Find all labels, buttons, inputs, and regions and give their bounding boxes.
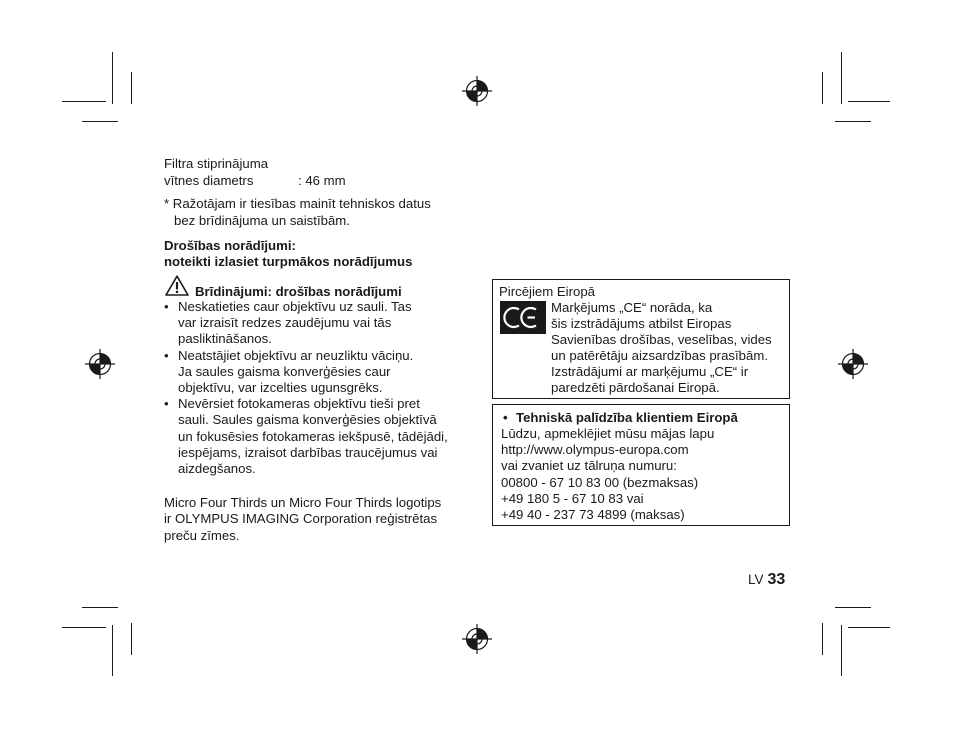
europe-box-text: un patērētāju aizsardzības prasībām. bbox=[551, 348, 768, 363]
list-item bbox=[164, 396, 464, 477]
warning-triangle-icon bbox=[165, 275, 189, 296]
crop-mark bbox=[131, 623, 132, 655]
spec-note: * Ražotājam ir tiesības mainīt tehniskos datus bbox=[164, 196, 431, 211]
crop-mark bbox=[822, 623, 823, 655]
filter-label: Filtra stiprinājuma bbox=[164, 156, 269, 171]
crop-mark bbox=[112, 625, 113, 676]
europe-box-title: Pircējiem Eiropā bbox=[499, 284, 596, 299]
europe-box-text: šis izstrādājums atbilst Eiropas bbox=[551, 316, 732, 331]
europe-box-text: Savienības drošības, veselības, vides bbox=[551, 332, 772, 347]
bullet: • bbox=[164, 347, 169, 363]
list-item-text: Ja saules gaisma konverģēsies caur bbox=[178, 363, 391, 379]
support-phone: +49 40 - 237 73 4899 (maksas) bbox=[501, 507, 685, 522]
support-phone: +49 180 5 - 67 10 83 vai bbox=[501, 491, 644, 506]
filter-value: : 46 mm bbox=[298, 173, 346, 188]
trademark-text: ir OLYMPUS IMAGING Corporation reģistrētas bbox=[164, 511, 438, 526]
crop-mark bbox=[841, 52, 842, 104]
list-item-text: un fokusēsies fotokameras iekšpusē, tādējādi, bbox=[178, 428, 448, 444]
bullet: • bbox=[164, 396, 169, 412]
crop-mark bbox=[835, 607, 871, 608]
list-item-text: Neskatieties caur objektīvu uz sauli. Tas bbox=[178, 299, 412, 314]
crop-mark bbox=[835, 121, 871, 122]
support-box-bullet: • bbox=[503, 410, 508, 425]
support-box-title: Tehniskā palīdzība klientiem Eiropā bbox=[516, 410, 738, 425]
registration-mark-icon bbox=[85, 349, 115, 379]
crop-mark bbox=[82, 121, 118, 122]
crop-mark bbox=[82, 607, 118, 608]
support-box-text: Lūdzu, apmeklējiet mūsu mājas lapu bbox=[501, 426, 715, 441]
registration-mark-icon bbox=[462, 76, 492, 106]
support-website-link[interactable]: http://www.olympus-europa.com bbox=[501, 442, 689, 457]
list-item-text: pasliktināšanos. bbox=[178, 331, 272, 347]
ce-mark-icon bbox=[500, 301, 546, 334]
crop-mark bbox=[112, 52, 113, 104]
list-item bbox=[164, 348, 464, 397]
page-footer bbox=[748, 572, 785, 588]
spec-note: bez brīdinājuma un saistībām. bbox=[174, 213, 350, 228]
registration-mark-icon bbox=[838, 349, 868, 379]
crop-mark bbox=[848, 101, 890, 102]
list-item-text: Neatstājiet objektīvu ar neuzliktu vāciņu. bbox=[178, 347, 414, 363]
trademark-text: Micro Four Thirds un Micro Four Thirds logotips bbox=[164, 495, 442, 510]
list-item bbox=[164, 299, 464, 348]
europe-box-text: paredzēti pārdošanai Eiropā. bbox=[551, 380, 720, 395]
support-phone: 00800 - 67 10 83 00 (bezmaksas) bbox=[501, 475, 699, 490]
crop-mark bbox=[848, 627, 890, 628]
list-item-text: objektīvu, var izcelties ugunsgrēks. bbox=[178, 380, 383, 396]
warning-title: Brīdinājumi: drošības norādījumi bbox=[195, 284, 402, 299]
crop-mark bbox=[131, 72, 132, 104]
registration-mark-icon bbox=[462, 624, 492, 654]
page-number: 33 bbox=[767, 571, 786, 588]
filter-label: vītnes diametrs bbox=[164, 173, 254, 188]
trademark-text: preču zīmes. bbox=[164, 528, 240, 543]
ce-mark-logo bbox=[500, 301, 546, 334]
list-item-text: aizdegšanos. bbox=[178, 461, 256, 477]
bullet: • bbox=[164, 299, 169, 314]
crop-mark bbox=[62, 627, 106, 628]
list-item-text: iespējams, izraisot darbības traucējumus vai bbox=[178, 444, 438, 460]
safety-heading: Drošības norādījumi: bbox=[164, 238, 296, 253]
crop-mark bbox=[841, 625, 842, 676]
language-code: LV bbox=[748, 572, 764, 587]
safety-heading: noteikti izlasiet turpmākos norādījumus bbox=[164, 254, 413, 269]
europe-box-text: Izstrādājumi ar marķējumu „CE“ ir bbox=[551, 364, 749, 379]
crop-mark bbox=[822, 72, 823, 104]
warning-list bbox=[164, 299, 464, 477]
list-item-text: Nevērsiet fotokameras objektīvu tieši pret bbox=[178, 396, 420, 412]
support-box-text: vai zvaniet uz tālruņa numuru: bbox=[501, 458, 677, 473]
list-item-text: sauli. Saules gaisma konverģēsies objektīvā bbox=[178, 412, 437, 428]
crop-mark bbox=[62, 101, 106, 102]
europe-box-text: Marķējums „CE“ norāda, ka bbox=[551, 300, 713, 315]
list-item-text: var izraisīt redzes zaudējumu vai tās bbox=[178, 315, 392, 331]
